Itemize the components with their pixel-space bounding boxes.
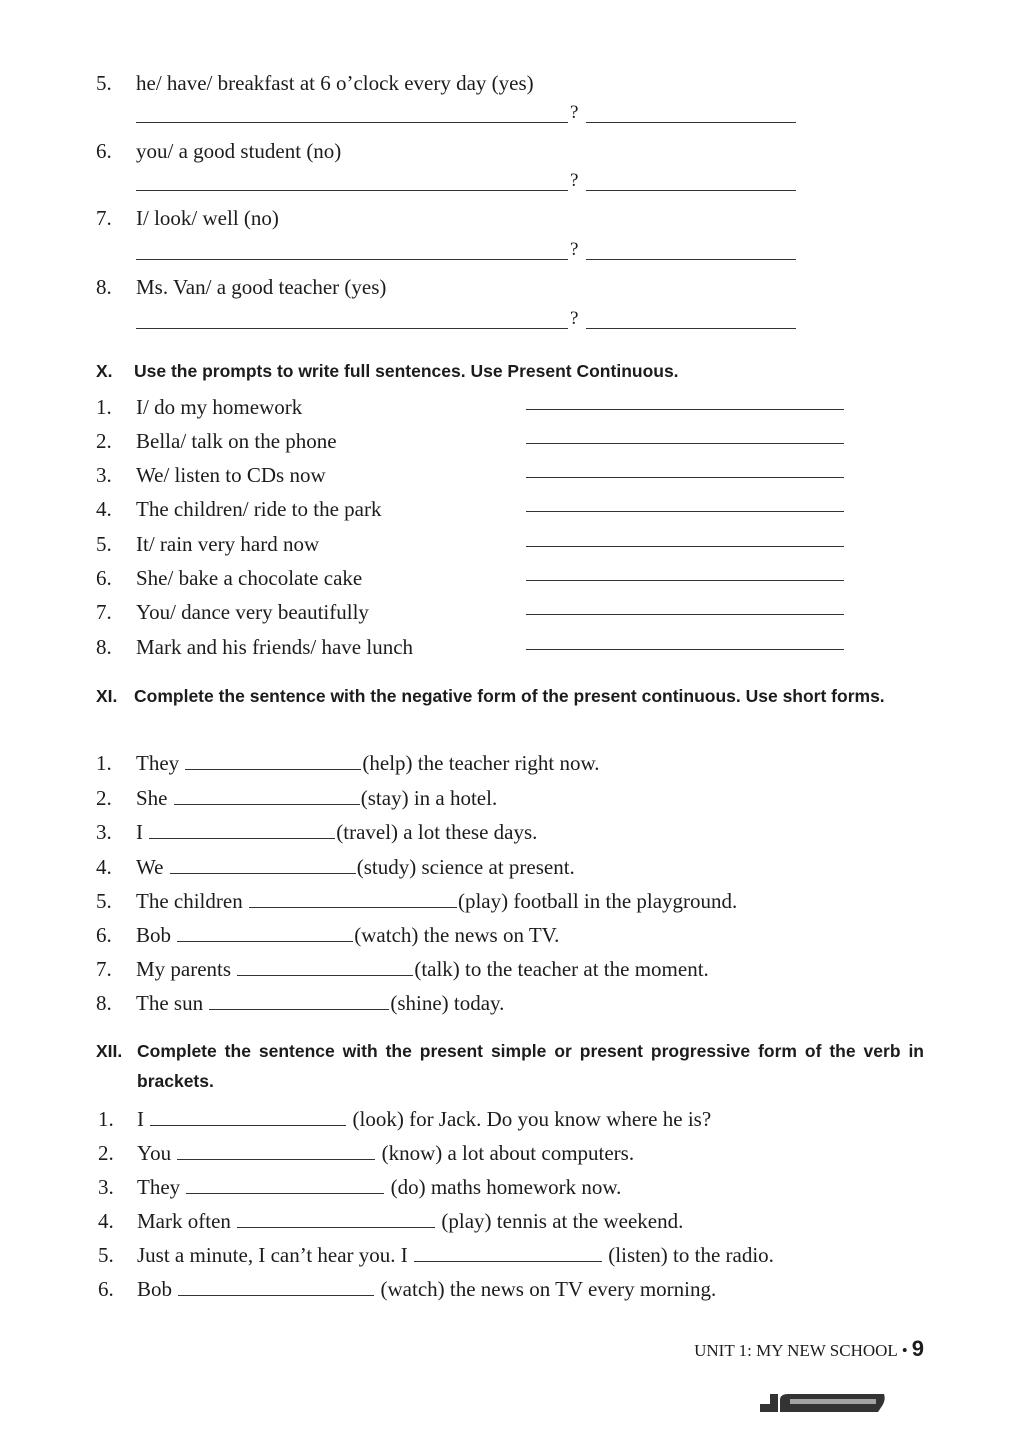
answer-blank[interactable] <box>526 546 844 547</box>
item-prompt: The children/ ride to the park <box>136 497 382 521</box>
sentence-end: (travel) a lot these days. <box>336 820 538 844</box>
question-mark: ? <box>570 308 579 329</box>
item-prompt: you/ a good student (no) <box>136 139 342 163</box>
section-instruction: Complete the sentence with the present simple or present progressive form of the verb in brackets. <box>137 1041 924 1091</box>
publisher-logo-icon <box>760 1390 886 1414</box>
item-number: 2. <box>96 786 112 810</box>
list-item <box>0 1104 1024 1134</box>
answer-blank[interactable] <box>526 649 844 650</box>
answer-blank[interactable] <box>174 784 360 805</box>
item-prompt: You/ dance very beautifully <box>136 600 369 624</box>
answer-line[interactable] <box>136 310 796 340</box>
item-prompt: Bella/ talk on the phone <box>136 429 337 453</box>
sentence-start: Just a minute, I can’t hear you. I <box>137 1243 408 1267</box>
list-item <box>0 203 1024 233</box>
item-prompt: She/ bake a chocolate cake <box>136 566 363 590</box>
sentence-end: (stay) in a hotel. <box>360 786 498 810</box>
list-item <box>0 494 1024 524</box>
answer-blank[interactable] <box>149 818 335 839</box>
item-number: 5. <box>98 1243 114 1267</box>
answer-blank[interactable] <box>136 122 568 123</box>
answer-blank[interactable] <box>177 921 353 942</box>
list-item <box>0 817 1024 847</box>
answer-blank[interactable] <box>526 477 844 478</box>
sentence-end: (know) a lot about computers. <box>381 1141 635 1165</box>
answer-blank[interactable] <box>186 1173 384 1194</box>
list-item <box>0 68 1024 98</box>
list-item <box>0 852 1024 882</box>
list-item <box>0 783 1024 813</box>
list-item <box>0 136 1024 166</box>
answer-blank[interactable] <box>526 614 844 615</box>
sentence-start: I <box>136 820 143 844</box>
sentence-start: They <box>136 751 180 775</box>
sentence-end: (study) science at present. <box>356 855 575 879</box>
section-number: XI. <box>96 686 118 706</box>
answer-blank[interactable] <box>526 409 844 410</box>
short-answer-blank[interactable] <box>586 122 796 123</box>
item-number: 4. <box>96 855 112 879</box>
sentence-start: They <box>137 1175 181 1199</box>
sentence-end: (talk) to the teacher at the moment. <box>414 957 709 981</box>
answer-blank[interactable] <box>237 1207 435 1228</box>
sentence-start: The children <box>136 889 243 913</box>
item-number: 3. <box>98 1175 114 1199</box>
list-item <box>0 392 1024 422</box>
answer-blank[interactable] <box>414 1241 602 1262</box>
list-item <box>0 272 1024 302</box>
sentence-start: Bob <box>136 923 172 947</box>
item-prompt: Ms. Van/ a good teacher (yes) <box>136 275 387 299</box>
section-number: XII. <box>96 1041 123 1061</box>
answer-blank[interactable] <box>209 989 389 1010</box>
item-number: 7. <box>96 957 112 981</box>
item-number: 8. <box>96 991 112 1015</box>
sentence-start: We <box>136 855 164 879</box>
sentence-end: (play) tennis at the weekend. <box>441 1209 684 1233</box>
list-item <box>0 1206 1024 1236</box>
sentence-end: (watch) the news on TV. <box>354 923 560 947</box>
item-number: 7. <box>96 600 112 624</box>
sentence-end: (shine) today. <box>390 991 505 1015</box>
answer-blank[interactable] <box>150 1105 346 1126</box>
item-number: 3. <box>96 820 112 844</box>
answer-blank[interactable] <box>170 853 356 874</box>
list-item <box>0 1172 1024 1202</box>
list-item <box>0 748 1024 778</box>
sentence-end: (watch) the news on TV every morning. <box>380 1277 717 1301</box>
sentence-end: (do) maths homework now. <box>390 1175 622 1199</box>
item-number: 5. <box>96 71 112 95</box>
answer-line[interactable] <box>136 241 796 271</box>
list-item <box>0 1274 1024 1304</box>
answer-blank[interactable] <box>526 443 844 444</box>
page-number: 9 <box>911 1336 924 1361</box>
answer-line[interactable] <box>136 172 796 202</box>
sentence-start: I <box>137 1107 144 1131</box>
answer-blank[interactable] <box>177 1139 375 1160</box>
question-mark: ? <box>570 102 579 123</box>
item-number: 2. <box>96 429 112 453</box>
item-number: 6. <box>96 566 112 590</box>
item-number: 2. <box>98 1141 114 1165</box>
section-number: X. <box>96 361 113 381</box>
sentence-start: Bob <box>137 1277 173 1301</box>
item-number: 8. <box>96 635 112 659</box>
item-number: 3. <box>96 463 112 487</box>
item-number: 1. <box>98 1107 114 1131</box>
list-item <box>0 1138 1024 1168</box>
item-number: 5. <box>96 889 112 913</box>
footer-bullet: • <box>901 1341 908 1360</box>
answer-blank[interactable] <box>178 1275 374 1296</box>
item-prompt: I/ look/ well (no) <box>136 206 279 230</box>
item-number: 6. <box>98 1277 114 1301</box>
list-item <box>0 426 1024 456</box>
item-prompt: We/ listen to CDs now <box>136 463 326 487</box>
item-prompt: I/ do my homework <box>136 395 303 419</box>
short-answer-blank[interactable] <box>586 190 796 191</box>
list-item <box>0 954 1024 984</box>
sentence-end: (help) the teacher right now. <box>362 751 600 775</box>
short-answer-blank[interactable] <box>586 259 796 260</box>
sentence-start: You <box>137 1141 172 1165</box>
answer-blank[interactable] <box>136 259 568 260</box>
answer-blank[interactable] <box>249 887 457 908</box>
item-number: 4. <box>96 497 112 521</box>
list-item <box>0 632 1024 662</box>
answer-line[interactable] <box>136 104 796 134</box>
item-number: 1. <box>96 751 112 775</box>
section-heading <box>0 681 1024 741</box>
answer-blank[interactable] <box>136 328 568 329</box>
answer-blank[interactable] <box>185 749 361 770</box>
list-item <box>0 529 1024 559</box>
item-prompt: he/ have/ breakfast at 6 o’clock every day (yes) <box>136 71 534 95</box>
list-item <box>0 988 1024 1018</box>
item-number: 4. <box>98 1209 114 1233</box>
item-number: 8. <box>96 275 112 299</box>
item-prompt: Mark and his friends/ have lunch <box>136 635 414 659</box>
unit-label: UNIT 1: MY NEW SCHOOL <box>694 1341 898 1360</box>
item-number: 5. <box>96 532 112 556</box>
question-mark: ? <box>570 170 579 191</box>
list-item <box>0 1240 1024 1270</box>
sentence-start: Mark often <box>137 1209 231 1233</box>
section-instruction: Complete the sentence with the negative form of the present continuous. Use short forms. <box>134 686 885 706</box>
sentence-end: (listen) to the radio. <box>608 1243 774 1267</box>
page-footer <box>694 1336 924 1362</box>
list-item <box>0 563 1024 593</box>
sentence-start: She <box>136 786 168 810</box>
sentence-end: (play) football in the playground. <box>457 889 738 913</box>
sentence-start: The sun <box>136 991 204 1015</box>
item-prompt: It/ rain very hard now <box>136 532 320 556</box>
answer-blank[interactable] <box>526 580 844 581</box>
list-item <box>0 597 1024 627</box>
section-instruction: Use the prompts to write full sentences. Use Present Continuous. <box>134 361 679 381</box>
question-mark: ? <box>570 239 579 260</box>
short-answer-blank[interactable] <box>586 328 796 329</box>
answer-blank[interactable] <box>237 955 413 976</box>
sentence-end: (look) for Jack. Do you know where he is? <box>352 1107 712 1131</box>
list-item <box>0 460 1024 490</box>
sentence-start: My parents <box>136 957 232 981</box>
item-number: 1. <box>96 395 112 419</box>
list-item <box>0 886 1024 916</box>
list-item <box>0 920 1024 950</box>
section-heading <box>0 1036 1024 1096</box>
item-number: 7. <box>96 206 112 230</box>
item-number: 6. <box>96 923 112 947</box>
item-number: 6. <box>96 139 112 163</box>
answer-blank[interactable] <box>526 511 844 512</box>
answer-blank[interactable] <box>136 190 568 191</box>
